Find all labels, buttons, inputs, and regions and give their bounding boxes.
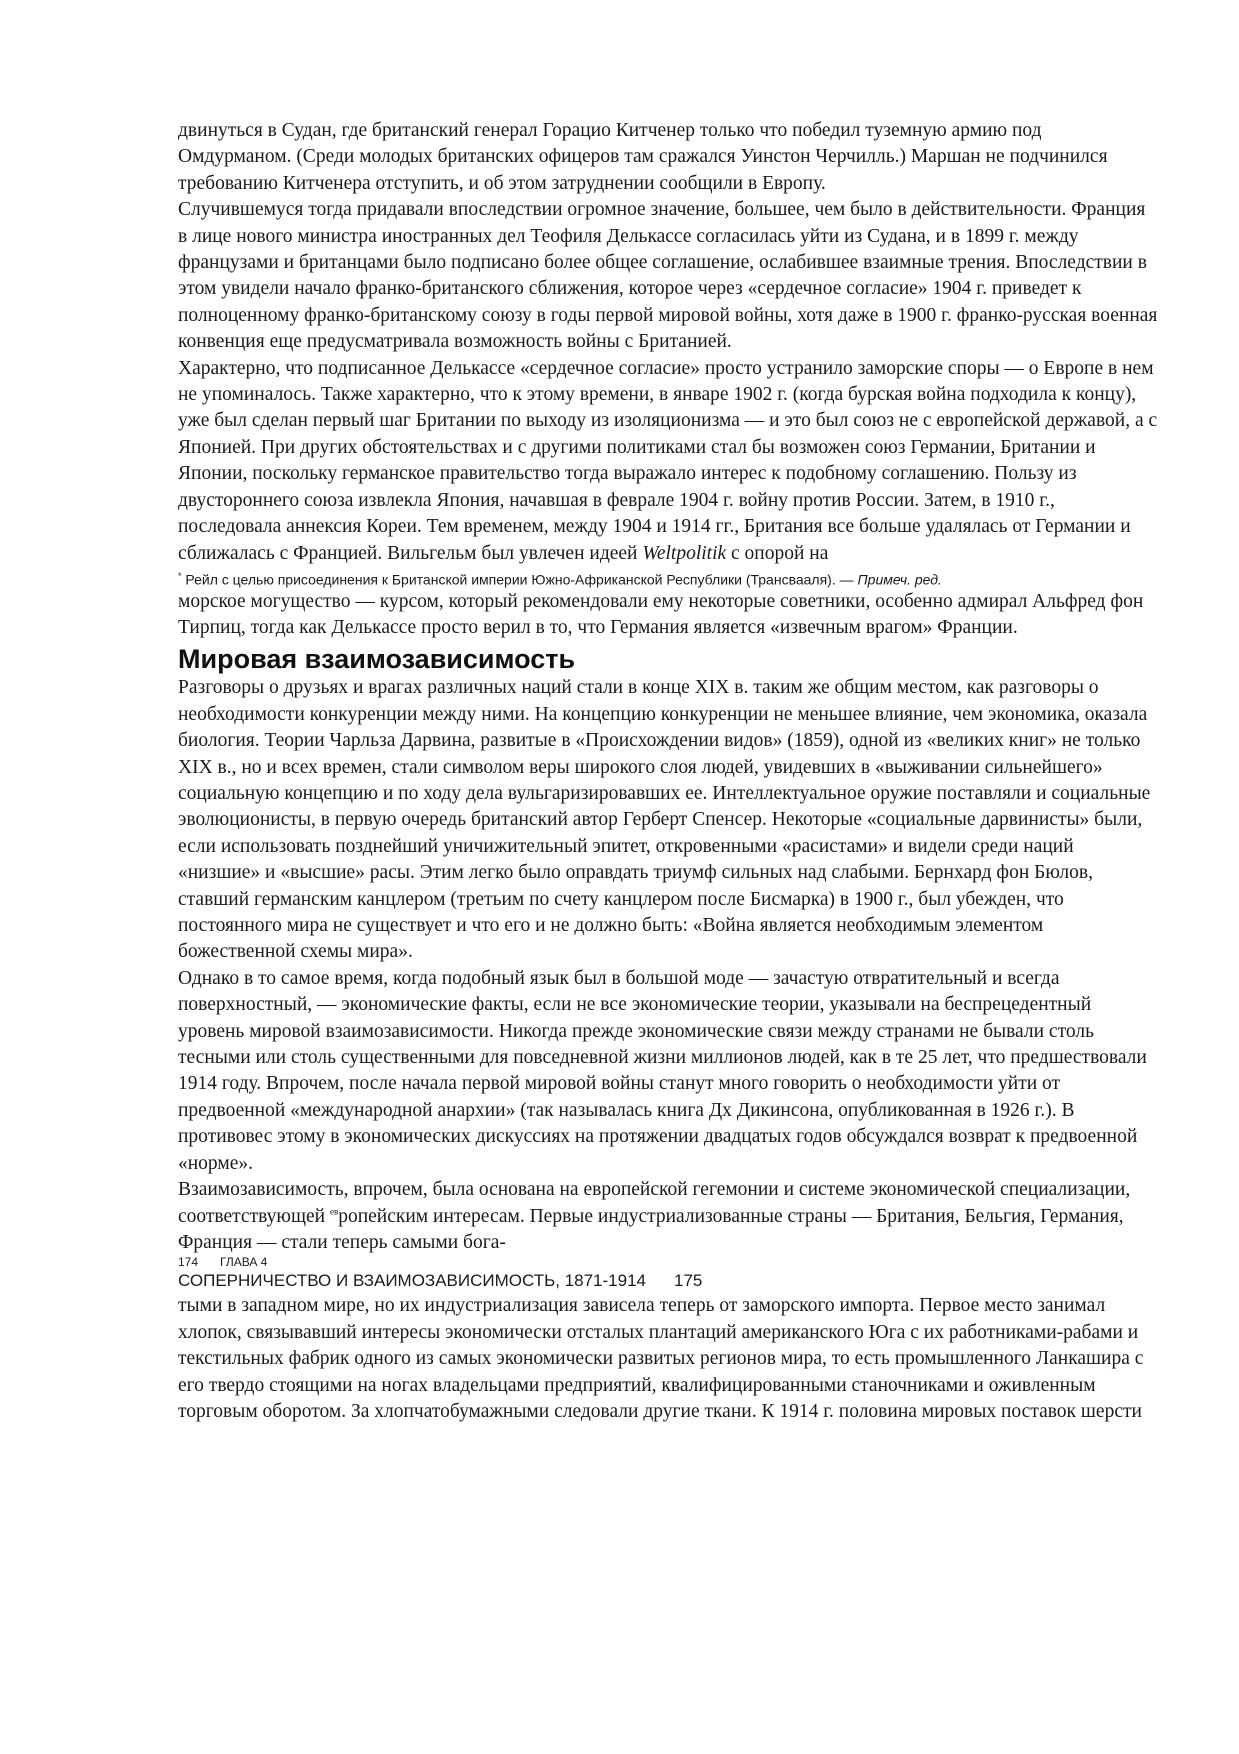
running-header-title: СОПЕРНИЧЕСТВО И ВЗАИМОЗАВИСИМОСТЬ, 1871-1914 — [178, 1271, 646, 1291]
paragraph-cotton: тыми в западном мире, но их индустриализация зависела теперь от заморского импорта. Первое место занимал хлопок, связывавший интересы экономически отсталых плантаций американского Юга с их работниками-рабами и текстильных фабрик одного из самых экономически развитых регионов мира, то есть промышленного Ланкашира с его твердо стоящими на ногах владельцами предприятий, квалифицированными станочниками и оживленным торговым оборотом. За хлопчатобумажными следовали другие ткани. К 1914 г. половина мировых поставок шерсти — [178, 1295, 1144, 1422]
footnote-marker: * — [178, 570, 182, 581]
stray-superscript: ев — [329, 1206, 339, 1216]
paragraph-fashoda-aftermath: Случившемуся тогда придавали впоследствии огромное значение, большее, чем было в действительности. Франция в лице нового министра иностранных дел Теофиля Делькассе согласилась уйти из Судана, и в 1899 г. между французами и британцами было подписано более общее соглашение, ослабившее взаимные трения. Впоследствии в этом увидели начало франко-британского сближения, которое через «сердечное согласие» 1904 г. приведет к полноценному франко-британскому союзу в годы первой мировой войны, хотя даже в 1900 г. франко-русская военная конвенция еще предусматривала возможность войны с Британией. — [178, 199, 1158, 353]
paragraph-hegemony-tail: ропейским интересам. Первые индустриализованные страны — Британия, Бельгия, Германия, Франция — стали теперь самыми бога- — [178, 1205, 1124, 1253]
paragraph-interdependence: Однако в то самое время, когда подобный язык был в большой моде — зачастую отвратительный и всегда поверхностный, — экономические факты, если не все экономические теории, указывали на беспрецедентный уровень мировой взаимозависимости. Никогда прежде экономические связи между странами не бывали столь тесными или столь существенными для повседневной жизни миллионов людей, как в те 25 лет, что предшествовали 1914 году. Впрочем, после начала первой мировой войны станут много говорить о необходимости уйти от предвоенной «международной анархии» (так называлась книга Дх Дикинсона, опубликованная в 1926 г.). В противовес этому в экономических дискуссиях на протяжении двадцатых годов обсуждался возврат к предвоенной «норме». — [178, 967, 1147, 1174]
page-number-left: 174 — [178, 1255, 199, 1270]
footnote — [178, 567, 1158, 589]
paragraph-entente-tail: с опорой на — [726, 542, 829, 564]
running-footer — [178, 1256, 1158, 1269]
paragraph-sudan: двинуться в Судан, где британский генерал Горацио Китченер только что победил туземную армию под Омдурманом. (Среди молодых британских офицеров там сражался Уинстон Черчилль.) Маршан не подчинился требованию Китченера отступить, и об этом затруднении сообщили в Европу. — [178, 120, 1108, 194]
chapter-label: ГЛАВА 4 — [220, 1255, 268, 1270]
footnote-editor-note: Примеч. ред. — [857, 571, 942, 588]
paragraph-entente — [178, 356, 1158, 567]
weltpolitik-term: Weltpolitik — [642, 542, 727, 564]
paragraph-hegemony — [178, 1177, 1158, 1256]
paragraph-sea-power: морское могущество — курсом, который рекомендовали ему некоторые советники, особенно адмирал Альфред фон Тирпиц, тогда как Делькассе просто верил в то, что Германия является «извечным врагом» Франции. — [178, 590, 1144, 638]
section-heading: Мировая взаимозависимость — [178, 644, 576, 675]
document-page — [178, 118, 1158, 1425]
paragraph-entente-text: Характерно, что подписанное Делькассе «сердечное согласие» просто устранило заморские споры — о Европе в нем не упоминалось. Также характерно, что к этому времени, в январе 1902 г. (когда бурская война подходила к концу), уже был сделан первый шаг Британии по выходу из изоляционизма — и это был союз не с европейской державой, а с Японией. При других обстоятельствах и с другими политиками стал бы возможен союз Германии, Британии и Японии, поскольку германское правительство тогда выражало интерес к подобному соглашению. Пользу из двустороннего союза извлекла Япония, начавшая в феврале 1904 г. войну против России. Затем, в 1910 г., последовала аннексия Кореи. Тем временем, между 1904 и 1914 гг., Британия все больше удалялась от Германии и сближалась с Францией. Вильгельм был увлечен идеей — [178, 357, 1158, 564]
paragraph-darwinism: Разговоры о друзьях и врагах различных наций стали в конце XIX в. таким же общим местом, как разговоры о необходимости конкуренции между ними. На концепцию конкуренции не меньшее влияние, чем экономика, оказала биология. Теории Чарльза Дарвина, развитые в «Происхождении видов» (1859), одной из «великих книг» не только XIX в., но и всех времен, стали символом веры широкого слоя людей, увидевших в «выживании сильнейшего» социальную концепцию и по ходу дела вульгаризировавших ее. Интеллектуальное оружие поставляли и социальные эволюционисты, в первую очередь британский автор Герберт Спенсер. Некоторые «социальные дарвинисты» были, если использовать позднейший уничижительный эпитет, откровенными «расистами» и видели среди наций «низшие» и «высшие» расы. Этим легко было оправдать триумф сильных над слабыми. Бернхард фон Бюлов, ставший германским канцлером (третьим по счету канцлером после Бисмарка) в 1900 г., был убежден, что постоянного мира не существует и что его и не должно быть: «Война является необходимым элементом божественной схемы мира». — [178, 677, 1151, 963]
paragraph-hegemony-text: Взаимозависимость, впрочем, была основана на европейской гегемонии и системе экономической специализации, соответствующей — [178, 1179, 1131, 1227]
running-header — [178, 1269, 1158, 1293]
footnote-text: Рейл с целью присоединения к Британской империи Южно-Африканской Республики (Трансвааля). — — [181, 571, 858, 588]
page-number-right: 175 — [673, 1271, 703, 1291]
